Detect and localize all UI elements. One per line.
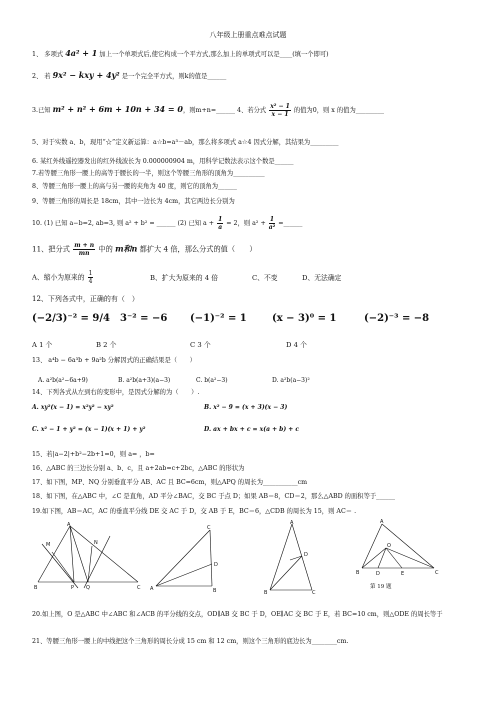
question-9: 9、等腰三角形的周长是 18cm，其中一边长为 4cm，其它两边长分别为 [32, 198, 235, 205]
q11-option-c: C、不变 [252, 274, 278, 282]
q11-option-a-frac [88, 270, 94, 285]
q4-rest: 的值为0，则 x 的值为_________ [291, 107, 385, 114]
q11-part-c: 都扩大 4 倍，那么分式的值（ ） [137, 244, 257, 254]
f1-label-m: M [46, 542, 51, 548]
figure-q19 [262, 520, 322, 596]
q3-rest: ，则m+n=______ 4、若分式 [182, 107, 269, 114]
q11-mn: m和n [115, 243, 138, 254]
q4-numerator: x² − 1 [270, 103, 290, 110]
question-15: 15、若|a−2|+b²−2b+1=0，则 a= ，b= [32, 451, 155, 458]
question-1 [32, 49, 472, 59]
q13-option-a: A. a²b(a²−6a+9) [38, 377, 88, 384]
q2-text: 2、 若 [32, 73, 53, 80]
q11-fraction [73, 242, 95, 257]
q11-numerator: m + n [74, 242, 95, 249]
q2-rest: 是一个完全平方式，则k的值是______ [119, 73, 227, 80]
q12-expr-4: (x − 3)⁰ = 1 [272, 313, 337, 324]
q11-option-a-num: 1 [88, 270, 93, 277]
q14-option-c: C. x² − 1 + y² = (x − 1)(x + 1) + y² [32, 426, 146, 433]
q11-option-a-den: 4 [88, 278, 93, 285]
question-17: 17、如下图，MP、NQ 分别垂直平分 AB、AC 且 BC=6cm，则△APQ 的周长为___________cm [32, 479, 308, 486]
question-19: 19.如下图，AB＝AC，AC 的垂直平分线 DE 交 AC 于 D，交 AB 于 E，BC＝6，△CDB 的周长为 15，则 AC＝ . [32, 508, 357, 515]
figure-q18 [150, 524, 250, 596]
question-3-4 [32, 103, 472, 118]
q1-rest: 加上一个单项式后,使它构成一个平方式,那么加上的单项式可以是____(填一个即可) [97, 51, 329, 58]
question-16: 16、△ABC 的三边长分别 a、b、c，且 a+2ab=c+2bc，△ABC 的形状为 [32, 465, 245, 472]
f2-label-a: A [150, 586, 154, 592]
q2-expr: 9x² − kxy + 4y² [52, 70, 120, 80]
f4-label-b: B [356, 570, 360, 576]
q13-option-c: C. b(a²−3) [196, 377, 228, 384]
f4-label-d: D [376, 571, 380, 577]
q10-frac1-num: 1 [218, 216, 223, 223]
q10-frac2-num: 1 [269, 216, 275, 223]
figure-q20 [356, 518, 440, 580]
q11-option-d: D、无法确定 [302, 274, 342, 282]
f3-label-a: A [290, 520, 294, 526]
q11-denominator: mn [78, 250, 90, 257]
f2-label-d: D [214, 562, 218, 568]
q4-denominator: x − 1 [271, 111, 289, 118]
q12-expr-1: (−2/3)⁻² = 9/4 [32, 313, 110, 324]
q12-option-a: A 1 个 [32, 341, 53, 349]
question-12: 12、下列各式中，正确的有（ ） [32, 295, 139, 303]
f2-label-b: B [213, 588, 217, 594]
f3-label-c: C [312, 590, 316, 596]
question-21: 21、等腰三角形一腰上的中线把这个三角形的周长分成 15 cm 和 12 cm，则这个三角形的底边长为________cm. [32, 638, 349, 645]
f1-label-p: P [71, 585, 75, 591]
figure-caption: 第 19 题 [370, 584, 392, 590]
question-6: 6. 某红外线遥控器发出的红外线波长为 0.000000904 m，用科学记数法表示这个数是______ [32, 158, 294, 165]
f3-label-b: B [264, 590, 268, 596]
q13-option-b: B. a²b(a+3)(a−3) [118, 377, 171, 384]
question-7: 7.若等腰三角形一腰上的高等于腰长的一半，则这个等腰三角形的顶角为__________ [32, 170, 265, 177]
question-5: 5、对于实数 a、b，现用“☆”定义新运算：a☆b=a³－ab，那么将多项式 a☆4 因式分解，其结果为_________ [32, 139, 339, 146]
q11-option-a [32, 270, 94, 285]
q12-option-b: B 2 个 [96, 341, 117, 349]
f4-label-e: E [401, 571, 405, 577]
page-title: 八年级上册重点难点试题 [209, 31, 287, 39]
question-20: 20.如上图，O 是△ABC 中∠ABC 和∠ACB 的平分线的交点，OD∥AB 交 BC 于 D，OE∥AC 交 BC 于 E，若 BC=10 cm，则△ODE 的周长等于 [32, 611, 443, 618]
q14-option-d: D. ax + bx + c = x(a + b) + c [204, 426, 300, 433]
q14-option-b: B. x² − 9 = (x + 3)(x − 3) [204, 404, 288, 411]
question-13: 13、 a⁴b − 6a³b + 9a²b 分解因式的正确结果是（ ） [32, 357, 196, 364]
question-14: 14、下列各式从左到右的变形中，是因式分解的为（ ）. [32, 389, 200, 396]
question-8: 8、等腰三角形一腰上的高与另一腰的夹角为 40 度，则它的顶角为______ [32, 183, 237, 190]
f1-label-b: B [34, 585, 38, 591]
f1-label-c: C [137, 585, 141, 591]
q1-text: 1、 多项式 [32, 51, 66, 58]
question-2 [32, 71, 472, 81]
q14-option-a: A. xy²(x − 1) = x²y² − xy² [32, 404, 114, 411]
q10-frac1-den: a [218, 224, 223, 231]
f1-label-n: N [94, 540, 98, 546]
question-18: 18、如下图，在△ABC 中，∠C 是直角，AD 平分∠BAC，交 BC 于点 D；如果 AB＝8，CD＝2，那么△ABD 的面积等于______ [32, 493, 396, 500]
figure-q17 [34, 522, 144, 594]
q12-expr-3: (−1)⁻² = 1 [190, 313, 247, 324]
q3-expr: m² + n² + 6m + 10n + 34 = 0 [52, 104, 183, 114]
q3-text: 3.已知 [32, 107, 53, 114]
f2-label-c: C [207, 525, 211, 531]
q12-option-c: C 3 个 [190, 341, 211, 349]
f4-label-o: O [387, 543, 391, 549]
q12-expr-5: (−2)⁻³ = −8 [364, 313, 430, 324]
q10-frac1 [217, 216, 223, 231]
f1-label-a: A [67, 522, 71, 528]
q1-expr: 4a² + 1 [65, 48, 98, 58]
q11-part-b: 中的 [96, 244, 116, 254]
q11-part-a: 11、把分式 [32, 244, 73, 254]
q10-part-b: = 2，则 a² + [224, 220, 268, 227]
q11-option-a-text: A、缩小为原来的 [32, 273, 87, 282]
q10-part-c: =______ [276, 220, 303, 227]
f3-label-d: D [304, 552, 308, 558]
q10-frac2-den: a² [268, 224, 276, 231]
q11-option-b: B、扩大为原来的 4 倍 [150, 274, 219, 282]
q12-option-d: D 4 个 [286, 341, 307, 349]
question-11 [32, 242, 472, 257]
q10-frac2 [269, 216, 276, 231]
f4-label-a: A [380, 519, 384, 525]
f4-label-c: C [435, 570, 439, 576]
q12-expr-2: 3⁻² = −6 [120, 313, 168, 324]
f1-label-q: Q [86, 585, 90, 591]
q13-option-d: D. a²b(a−3)² [272, 377, 310, 384]
question-10 [32, 216, 472, 231]
q4-fraction [269, 103, 291, 118]
q10-part-a: 10. (1) 已知 a−b=2, ab=3, 则 a² + b² = ______ (2) 已知 a + [32, 220, 217, 227]
